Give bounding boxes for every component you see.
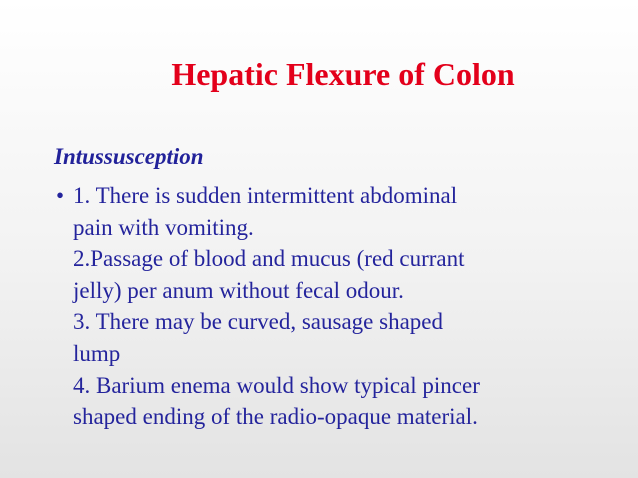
- slide-body: [56, 180, 631, 433]
- slide-title: Hepatic Flexure of Colon: [171, 56, 515, 92]
- body-line: 2.Passage of blood and mucus (red currant: [73, 246, 465, 272]
- body-line: pain with vomiting.: [73, 214, 254, 240]
- body-line: 3. There may be curved, sausage shaped: [73, 309, 443, 335]
- body-line: jelly) per anum without fecal odour.: [73, 277, 404, 303]
- body-line: shaped ending of the radio-opaque material.: [73, 404, 478, 430]
- bullet-item: [56, 180, 631, 433]
- bullet-text: [73, 180, 480, 433]
- body-line: 1. There is sudden intermittent abdominal: [73, 183, 458, 208]
- body-line: lump: [73, 340, 121, 366]
- bullet-icon: •: [56, 183, 65, 208]
- slide-subtitle: Intussusception: [54, 144, 204, 169]
- body-line: 4. Barium enema would show typical pincer: [73, 372, 480, 398]
